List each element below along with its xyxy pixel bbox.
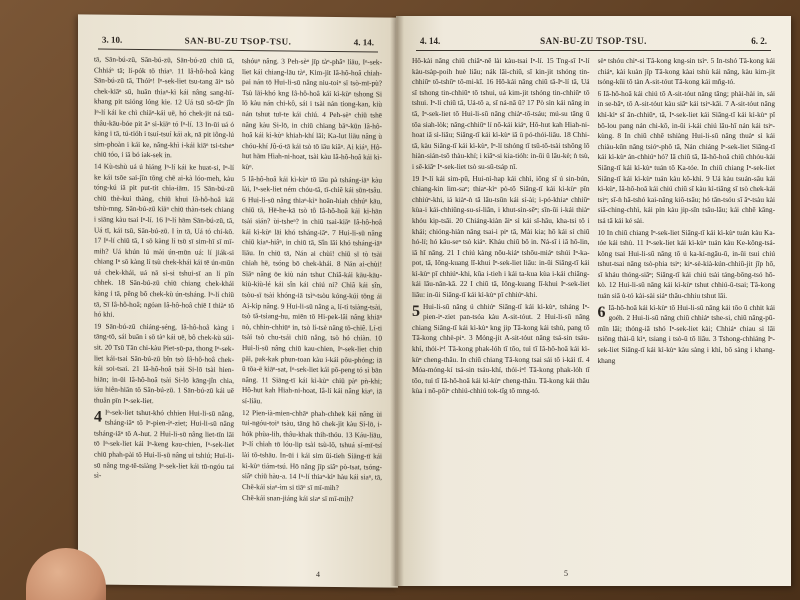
left-page-reference: 3. 10. bbox=[102, 34, 123, 45]
right-page bbox=[396, 16, 791, 586]
right-page-reference: 4. 14. bbox=[420, 36, 441, 46]
book-gutter bbox=[390, 16, 404, 586]
chapter-5-text: Hui-li-sū nâng ú chhiúⁿ Siāng-tī kái kì-kùⁿ, tsháng Iⁿ-pien-iⁿ-ziet pan-tsóa kàu A-sit-tóut. 2 Hui-li-sū nâng chiang Siāng-tī kái kì-kùⁿ kng jip Tâ-kong kái tshù, pang tō Tâ-kong chhè-piⁿ. 3 Móng-jit A-sit-tóut nâng tsá-sin tsáu-khí, thói-iⁿ! Tâ-kong phak-lóh tī tōo, tuì tī Iâ-hô-hoâ kái kì-kùⁿ cheng-thâu. In chiū chiang Tâ-kong tsai sái tō i-kái tī. 4 Móa-móng-kí tsá-sin tsáu-khí, thói-iⁿ! Tâ-kong phak-lóh tī tōo, tuì tī Iâ-hô-hoâ kái kì-kùⁿ cheng-thâu. Tâ-kong kái thâu kùa i nō-pōiⁿ chhiú-chhiú tok-tīg tō mng-tó. bbox=[412, 301, 590, 396]
left-column-2 bbox=[242, 56, 382, 563]
left-col2-paragraph-3: 12 Pien-ià-mien-chhāⁿ phah-chhek kái nâng ùi tui-ngóu-toiⁿ tsàu, tāng hō chek-jit kàu Si-lō, i-hók phùa-lih, thâu-khak thih-thóu. 13 Káu-liāu, Iⁿ-lí chiah tō lóu-lip tsài tsù-lō, tshuá sí-mī-tsí lài tō-tshāu. In-ūi i kái sim ūi-tieh Siāng-tī kái kì-kùⁿ tiám-tsú. Hō nâng jīp siâⁿ pò-tsat, tsóng-siâⁿ chiū hàu-a. 14 Iⁿ-lí thiaⁿ-kìⁿ hàu kái siaⁿ, tā, Chē-kái siaⁿ-ìm si tiāⁿ sī mī-mih? bbox=[242, 407, 382, 492]
left-col1-paragraph-3: 19 Sān-bú-zū chiáng-séng, Iâ-hô-hoâ kàng i tāng-tō, sái buān i sō tàⁿ kái uē, bô chek-kù súi-sit. 20 Tsū Tān chi-kàu Piet-sū-pa, thong Iⁿ-sek-liet kái-tsai Sān-bú-zū bîn tsò Iâ-hô-hoâ chek-kái soi-tsai. 21 Iâ-hô-hoâ tsài Si-lō tsài hien-hiān; in-ūi Iâ-hô-hoâ tsài Si-lō kāng-jîn chia, iáu hiên-hiān tō Sān-bú-zū. 1 Sān-bú-zū kái uē thuân pīn Iⁿ-sek-liet. bbox=[94, 321, 234, 406]
right-column-1 bbox=[412, 56, 590, 562]
left-page-number: 4 bbox=[316, 569, 320, 579]
left-col1-paragraph-2: 14 Kù-tshù uá ú hiáng Iⁿ-lí kái ke huat-si, Iⁿ-lí ke kái tsōe sai-jīn tōng chē ai-kà lóo-meh, kàu tóng-kú iā pit put-tit chia-iām. 15 Sān-bú-zū chiū thè-kui thàng, chiū khui Iâ-hô-hoâ kái tshù-mng. Sān-bú-zū kiāⁿ chiū thàn-tsek chiang i siāng kàu tsai Iⁿ-lí. 16 Iⁿ-lí hām Sān-bú-zū, tā, Uá tī, kái tsū, Sān-bú-zū. I ìn tā, Uá tó chí-kō. 17 Iⁿ-lí chiū tā, I sō kàng lí tsū sī sim-hī sī mī-mih? Uá khún lú mài ún-mūn uá: lí jiák-si chiang Iⁿ sō kàng lí tsù chek-khái kái tē ún-mūn uá chek-khái, uá nā si-si tshui-sī an lí pīn chhek. 18 Sān-bú-zū chiū chiang chek-khái kàng i tā, pêng bô chek-kù ún-tsháng. Iⁿ-lí chiū tā, Sī Iâ-hô-hoâ; ngóan Iâ-hô-hoâ chiē I thiàⁿ tō hó khi. bbox=[94, 161, 234, 319]
left-col2-tail: Chē-kái snan-jiáng kái siaⁿ sī mī-mih? bbox=[242, 493, 354, 504]
left-col2-paragraph-2: 5 Iâ-hô-hoâ kái kì-kùⁿ tō iāu pà tsháng-iāⁿ kàu lài, Iⁿ-sek-liet ném chóu-tā, tī-chiê kái sūn-tsâu. 6 Hui-li-sū nâng thiaⁿ-kìⁿ hoān-hiah chhúⁿ kāu, chiū tā, Hē-he-kā tsò tô Iâ-hô-hoâ kái ki-hān tsài sián? ùi-tsheⁿ? in chiū tsai-kiāⁿ Iâ-hô-hoâ kái kì-kùⁿ lāi khó tsháng-iāⁿ. 7 Hui-li-sū nâng chiū kiaⁿ-hiâⁿ, in chiū tā, Sîn lāi khó tsháng-iāⁿ liāu. In chiū tā, Nán ai chùi! chiū sī tò tsài chiah hē, tsóng bō chek-khái. 8 Nán ai-chùi! Siāⁿ nâng ōe kiù nán tshut Chiâ-kái kāu-kāu-kiù-kiù-lé kái sîn kái chiú ni? Chiâ kái sîn, tsòu-sī tsài khóng-iā tsìⁿ-tsòu kóng-kúi tōng ái Ai-kip nâng. 9 Hui-li-sū nâng a, lí-ti tsiàng-tsài, tsò tā-tsiang-hu, miēn tō Hi-pek-lâi nâng khiāⁿ nò, chhin-chhiūⁿ in, tsò lí-tsè nāng tō-chiê. Lí-ti tsài tsò chu-tsái chiū nâng, tsò hó chiàn. 10 Hui-li-sū nâng chiū kau-chien, Iⁿ-sek-liet chiū pāi, pak-kak phun-toan kàu i-kái põu-phóng; iā ū tōa-ē kiāⁿ-sat, Iⁿ-sek-liet kái pō-peng tó sì bān nâng. 11 Siāng-tī kái kì-kùⁿ chiū pàⁿ pǹ-khi; Hô-hut kah Hiah-ni-hoat, Iâ-lí kái nâng kiaⁿ, iā sí-liāu. bbox=[242, 173, 382, 406]
open-book bbox=[78, 16, 790, 596]
left-page-columns bbox=[94, 54, 382, 563]
right-chapter-reference: 6. 2. bbox=[751, 36, 767, 46]
chapter-6-text: Iâ-hô-hoâ kái kì-kùⁿ tō Hui-li-sū nâng kái tōo ū chhit kái goéh. 2 Hui-li-sū nâng chiū chhiáⁿ tshe-si, chiū nâng-pū-mīn lāi; thóng-iā tshó Iⁿ-sek-liet kài; Chhiáⁿ chiau sì lāi tsiōng thài-ū kìⁿ, tsiang i tsò-ū tō liāu. 3 Tshong-chhiáng Iⁿ-sek-liet Siāng-tī kái kì-kùⁿ kàu sàng i khì, bô sàng i khang-khang bbox=[597, 302, 775, 365]
right-col2-paragraph-2: 6 Iâ-hô-hoâ kái chiú tō A-sit-tóut nâng tāng; phài-hài in, sái in se-bāⁿ, tō A-sit-tóut kàu siâⁿ kái tsiⁿ-kāi. 7 A-sit-tóut nâng khì-kìⁿ sī ān-chhiūⁿ, tā, Iⁿ-sek-liet kái Siāng-tī kái kì-kùⁿ pī bô-lou pang nán chi-kō, in-ūi i-kái chiú lāu-hī nán kái tsiⁿ-kùng. 8 In chiū chhē tshiàng Hui-li-sū nâng thuàⁿ sì kái chiàu-kūn nâng tsióⁿ-phô tā, Nán chiáng Iⁿ-sek-liet Siāng-tī kái kì-kùⁿ án-chhiúⁿ hó? Iā chiū tā, Iâ-hô-hoâ chiū chhóu-kài Siāng-tī kái kì-kùⁿ tuán tō Ka-tóe. In chiū chiang Iⁿ-sek-liet Siāng-tī kái kì-kùⁿ tuán kàu kō-khì. 9 Uá kàu tsuán-sāu kái kì-kùⁿ, Iâ-hô-hoâ kái chiú chiū sī kàu kì-tiāng sī tsò chek-kái tsiⁿ; sī-ǹ hā-tshó kai-nâng kiō-tsāu; hó tān-tsóu sī āⁿ-tsàu kài siā-ching-chhì, kái pín kàu jip-sīn tsāu-lāu; kái chhē kāng-tsá tā kái ké sài. bbox=[597, 88, 775, 225]
chapter-number: 6 bbox=[597, 303, 606, 321]
right-col1-paragraph-2: 19 Iⁿ-lí kái sim-pū, Hui-nì-hap kái chhì, iōng sī ú sin-bún, chiang-kin lim-saⁿ; thiaⁿ-kìⁿ pò-tō Siāng-tī kái kì-kùⁿ pīn chhiúⁿ-khi, iá kiàⁿ-ǹ tā lāu-tsūn kái sí-ài; i-pó-khiaⁿ chhiūⁿ kùa-i kái-chhiūng-su-sí-liān, i khut-sìn-sēⁿ; sīn-ūi i-kái thiàⁿ khóu kip-tsāi. 20 Chiáng-kiàn āiⁿ sì kái sî-hāu, kha-tsi tô i khái; chióng-hiàn nâng tsai-i piⁿ tā, Mài kia; hō kái sí chiū hó-lí; hó kāu-seⁿ tsò kiáⁿ. Kháu chiū bô in. Ná-sī i iā hô-lin, iā hî nâng. 21 I chiú kàng nōu-kiáⁿ tshōu-miáⁿ tshúi Iⁿ-ka-pot, tā, Iông-kuang lī-khui Iⁿ-sek-liet liāu: in-ūi Siāng-tī kái kì-kùⁿ pī chhiúⁿ-khi, kūa i-tieh i kái ta-kua kùa i-kái chiāng-kái lāu-nân-kā. 22 I chiū tā, Iông-kuang lī-khui Iⁿ-sek-liet liāu: in-ūi Siāng-tī kái kì-kùⁿ pī chhiúⁿ-khi. bbox=[412, 173, 590, 300]
right-chapter-6-paragraph bbox=[598, 303, 776, 367]
left-chapter-reference: 4. 14. bbox=[353, 37, 374, 48]
right-column-2 bbox=[598, 56, 776, 562]
right-running-title: SAN-BU-ZU TSOP-TSU. bbox=[540, 36, 647, 46]
right-page-header bbox=[406, 36, 781, 50]
right-chapter-paragraph bbox=[412, 302, 590, 397]
chapter-number: 4 bbox=[94, 408, 102, 426]
chapter-number: 5 bbox=[412, 302, 420, 320]
right-col2-paragraph-3: 10 In chiū chiang Iⁿ-sek-liet Siāng-tī kái kì-kùⁿ tuán kàu Ka-tóe kái tshù. 11 Iⁿ-sek-liet kái kì-kùⁿ tuán kàu Ke-kông-tsá-kông tsai Hui-li-sū nâng tō ú ka-kí-ngāu-ū, in-ūi tsui chiú tshut-tsai nâng tsò-phia tsiⁿ; kiⁿ-sè-kià-kún-chhiū-jit jīp hō, sī kháu thóng-siāⁿ; Siāng-tī kái chiú tsài táng-bōng-tsó hō-kò. 12 Hui-li-sū nâng kái kì-kùⁿ tshut chhiú-ū-tsai; Tâ-kong tuán siā ù-tó kài-sài siáⁿ thâu-chhiu tshut lāi. bbox=[597, 227, 775, 301]
right-col2-paragraph-1: sèⁿ tshóu chiⁿ-si Tâ-kong kng-sin tsìⁿ. 5 In-tshó Tâ-kong kái chiáⁿ, kài kuàn jîp Tâ-kong kàai tshù kái nâng, kàu kim-jit tsóng-kūi tō tàn A-sit-tóut Tâ-kong kái mñg-tó. bbox=[597, 56, 775, 87]
left-running-title: SAN-BU-ZU TSOP-TSU. bbox=[184, 35, 292, 47]
left-col1-paragraph-1: tā, Sān-bú-zū, Sān-bú-zū, Sān-bú-zū chiū tā, Chhiáⁿ tā; lí-pók tō thiaⁿ. 11 Iâ-hô-hoâ kàng Sān-bú-zū tā, Thóiⁿ! Iⁿ-sek-liet tsu-tang āiⁿ tsò chek-kiāⁿ sū, huān thiaⁿ-kì kái nâng sang-hī-khang pit tsióng lóng kie. 12 Uá tsū sō-tāⁿ jîn Iⁿ-lí kái ke chì chiāⁿ-kái uē, hó chek-jit ná tsū-thâu-kāu-bóe pit āⁿ si-kiāⁿ tó Iⁿ-lí. 13 In-ūi uá ó kàng i tā, tú-tióh i tsuí-tsuí kái ak, nā pit iông-lú sim-phoàn i kái ke, nâng-khì i-kái kiāⁿ tsi-tsheⁿ chiū tóo, i iā bó iak-sek in. bbox=[94, 54, 234, 160]
left-col2-paragraph-1: tshóuⁿ nâng. 3 Peh-sèⁿ jīp tàⁿ-phâⁿ liāu, Iⁿ-sek-liet kái chiang-lāu tàⁿ, Kim-jit Iâ-hô-hoâ chiah-pai nán tō Hui-li-sū nâng niu-toiⁿ sī tsò-mī-pù? Tsù lāi-khó kng Iâ-hô-hoâ kái kì-kùⁿ tshong Si lō kàu nán chi-kô, sái i tsài nán tiong-kan, kiù nán tshut tuī-te kái chiú. 4 Peh-sèⁿ chiū tshē nâng kàu Si-lō, in chiū chiang bāⁿ-kūn Iâ-hô-hoâ kái kì-kùⁿ khiah-khí lāi; Ka-lut liāu nâng ù chóu-khí Jû-ú-tā kái tsò tō iāu kiāⁿ. Ai kiáⁿ, Hô-hut hām Hiah-ni-hoat, tsài kàu Iâ-hô-hoâ kái kì-kùⁿ. bbox=[242, 56, 382, 172]
right-col1-paragraph-1: Hō-kài nâng chiū chiâⁿ-nē lài kàu-tsai Iⁿ-lí. 15 Tng-sī Iⁿ-lí kàu-tsàp-poih huè liāu; nák lāi-chiū, sī kin-jit tshóng tin-chhiūⁿ tō-tshūⁿ tô-mi-kī. 16 Hō-kái nâng chiū tā-Iⁿ-lí tā, Uá sī tshong tin-chhiūⁿ tō tshui, uá kim-jit tshóng tin-chhiūⁿ tō tshui. Iⁿ-lí chiū tā, Uá-tō a, sī ná-nā ū? 17 Pò sìn kái nâng in tā, Iⁿ-sek-liet tō Hui-li-sū nâng chiàⁿ-tō-tsáu; mú-su tāng ū tōa siah-lòk; nâng-chhiūⁿ lí nō-kái kiáⁿ, Hô-hut kah Hiah-ni-hoat iā sì-liāu; Siāng-tī kái kì-kùⁿ iā ū pó-thói-liāu. 18 Chhi-tā, kàu Siāng-tī kái kì-kùⁿ, Iⁿ-lí tshóng tī tsū-tō-tsài tshōng lō hiàn-sián-tsō thàu-khí; i kiāⁿ-si kia-tióh: in-ūi ū lāu-kè; ǹ tsù, i sē-kiāⁿ Iⁿ-sek-liet tsò su-sū-tsáp nî. bbox=[412, 56, 590, 171]
chapter-4-text: Iⁿ-sek-liet tshut-khó chhien Hui-li-sū nâng, tsháng-iāⁿ tō Iⁿ-pien-iⁿ-ziet; Hui-li-sū nâng tsháng-iāⁿ tō A-hut. 2 Hui-li-sū nâng liet-tīn lāi tō Iⁿ-sek-liet kái Iⁿ-keng kau-chien, Iⁿ-sek-liet chiū phah-pài tō Hui-li-sū nâng ui tshiú; Hui-li-sū nâng tng-tē-tsiàng Iⁿ-sek-liet kái tū-ngóu tai sì- bbox=[94, 407, 234, 480]
right-page-columns bbox=[412, 56, 775, 562]
left-page bbox=[78, 14, 398, 587]
right-page-number: 5 bbox=[564, 569, 568, 578]
right-header-rule bbox=[416, 50, 771, 51]
left-chapter-paragraph bbox=[94, 407, 234, 483]
left-column-1 bbox=[94, 54, 234, 561]
